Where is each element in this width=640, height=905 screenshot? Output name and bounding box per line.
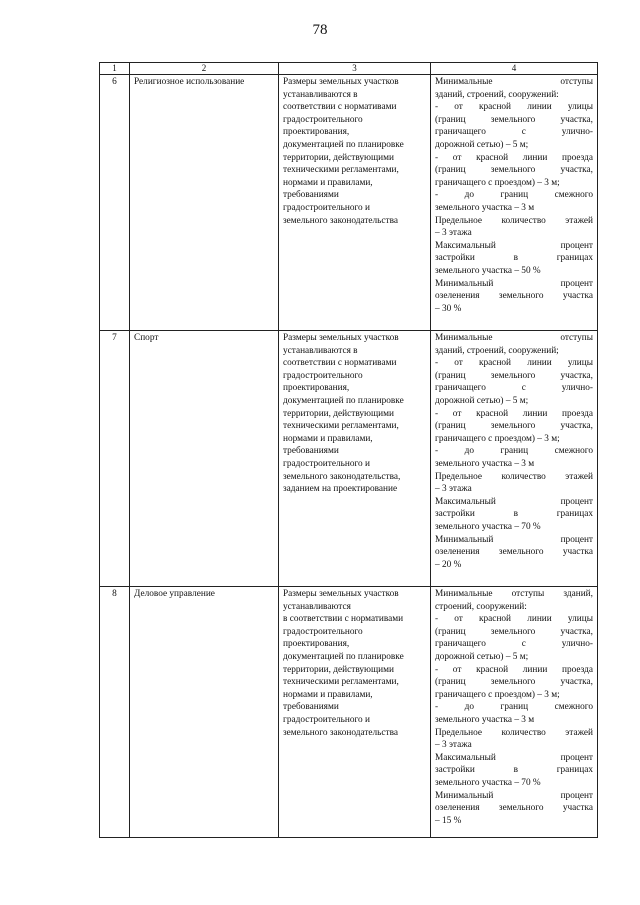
cell-text-line: - до границ смежного: [435, 702, 593, 713]
cell-text-line: земельного законодательства: [283, 727, 398, 738]
cell-text-line: - до границ смежного: [435, 446, 593, 457]
cell-text-line: градостроительного и: [283, 458, 370, 469]
cell-text-line: техническими регламентами,: [283, 677, 399, 688]
cell-text-line: – 3 этажа: [435, 740, 472, 751]
header-col-2: 2: [130, 63, 279, 75]
cell-text-line: соответствии с нормативами: [283, 358, 397, 369]
cell-text-line: Минимальный процент: [435, 790, 593, 801]
cell-text-line: дорожной сетью) – 5 м;: [435, 395, 529, 406]
cell-text-line: устанавливаются в: [283, 89, 358, 100]
cell-text-line: нормами и правилами,: [283, 177, 373, 188]
cell-text-line: территории, действующими: [283, 408, 394, 419]
cell-text-line: документацией по планировке: [283, 395, 404, 406]
cell-text-line: Минимальные отступы зданий,: [435, 589, 593, 599]
cell-text-line: земельного законодательства,: [283, 471, 401, 482]
cell-text-line: граничащего с улично-: [435, 639, 593, 650]
cell-text-line: (границ земельного участка,: [435, 677, 593, 688]
plot-size-requirements: [279, 75, 431, 331]
land-use-name: Религиозное использование: [130, 75, 279, 331]
cell-text-line: заданием на проектирование: [283, 484, 398, 495]
cell-text-line: строений, сооружений:: [435, 601, 527, 612]
cell-text-line: устанавливаются: [283, 601, 351, 612]
header-col-1: 1: [100, 63, 130, 75]
cell-text-line: зданий, строений, сооружений;: [435, 345, 559, 356]
cell-text-line: дорожной сетью) – 5 м;: [435, 139, 529, 150]
cell-text-line: - от красной линии улицы: [435, 102, 593, 113]
cell-text-line: – 15 %: [435, 815, 462, 826]
cell-text-line: Предельное количество этажей: [435, 727, 593, 738]
header-col-4: 4: [431, 63, 598, 75]
cell-text-line: Минимальный процент: [435, 534, 593, 545]
cell-text-line: земельного участка – 3 м: [435, 458, 535, 469]
cell-text-line: озеленения земельного участка: [435, 291, 593, 302]
cell-text-line: требованиями: [283, 446, 339, 457]
cell-text-line: градостроительного и: [283, 202, 370, 213]
building-parameters: [431, 331, 598, 587]
cell-text-line: проектирования,: [283, 383, 350, 394]
table-row: [100, 331, 598, 587]
cell-text-line: Минимальный процент: [435, 278, 593, 289]
cell-text-line: (границ земельного участка,: [435, 370, 593, 381]
cell-text-line: Максимальный процент: [435, 496, 593, 507]
cell-text-line: зданий, строений, сооружений:: [435, 89, 559, 100]
cell-text-line: Размеры земельных участков: [283, 333, 399, 343]
cell-text-line: - от красной линии проезда: [435, 408, 593, 419]
cell-text-line: – 3 этажа: [435, 484, 472, 495]
cell-text-line: - от красной линии улицы: [435, 358, 593, 369]
cell-text-line: территории, действующими: [283, 664, 394, 675]
cell-text-line: требованиями: [283, 702, 339, 713]
cell-text-line: техническими регламентами,: [283, 421, 399, 432]
cell-text-line: градостроительного: [283, 114, 363, 125]
row-number: 7: [100, 331, 130, 587]
land-use-name: Деловое управление: [130, 587, 279, 838]
cell-text-line: Предельное количество этажей: [435, 215, 593, 226]
cell-text-line: застройки в границах: [435, 253, 593, 264]
cell-text-line: - от красной линии проезда: [435, 664, 593, 675]
cell-text-line: - от красной линии проезда: [435, 152, 593, 163]
cell-text-line: градостроительного и: [283, 714, 370, 725]
cell-text-line: застройки в границах: [435, 765, 593, 776]
building-parameters: [431, 587, 598, 838]
cell-text-line: граничащего с улично-: [435, 383, 593, 394]
plot-size-requirements: [279, 587, 431, 838]
cell-text-line: – 3 этажа: [435, 228, 472, 239]
cell-text-line: градостроительного: [283, 370, 363, 381]
cell-text-line: Минимальные отступы: [435, 333, 593, 343]
cell-text-line: Предельное количество этажей: [435, 471, 593, 482]
cell-text-line: нормами и правилами,: [283, 689, 373, 700]
header-col-3: 3: [279, 63, 431, 75]
cell-text-line: (границ земельного участка,: [435, 165, 593, 176]
cell-text-line: - от красной линии улицы: [435, 614, 593, 625]
cell-text-line: - до границ смежного: [435, 190, 593, 201]
cell-text-line: дорожной сетью) – 5 м;: [435, 651, 529, 662]
cell-text-line: Максимальный процент: [435, 752, 593, 763]
cell-text-line: в соответствии с нормативами: [283, 614, 404, 625]
cell-text-line: граничащего с проездом) – 3 м;: [435, 177, 560, 188]
building-parameters: [431, 75, 598, 331]
cell-text-line: (границ земельного участка,: [435, 114, 593, 125]
cell-text-line: застройки в границах: [435, 509, 593, 520]
cell-text-line: озеленения земельного участка: [435, 803, 593, 814]
zoning-table: [99, 62, 598, 838]
cell-text-line: граничащего с проездом) – 3 м;: [435, 433, 560, 444]
cell-text-line: проектирования,: [283, 639, 350, 650]
page-number: 78: [312, 22, 328, 38]
cell-text-line: техническими регламентами,: [283, 165, 399, 176]
cell-text-line: граничащего с проездом) – 3 м;: [435, 689, 560, 700]
table-row: [100, 75, 598, 331]
table-row: [100, 587, 598, 838]
cell-text-line: территории, действующими: [283, 152, 394, 163]
cell-text-line: Размеры земельных участков: [283, 77, 399, 87]
cell-text-line: документацией по планировке: [283, 651, 404, 662]
cell-text-line: проектирования,: [283, 127, 350, 138]
cell-text-line: Минимальные отступы: [435, 77, 593, 87]
cell-text-line: земельного участка – 70 %: [435, 777, 541, 788]
cell-text-line: земельного законодательства: [283, 215, 398, 226]
cell-text-line: земельного участка – 3 м: [435, 202, 535, 213]
cell-text-line: – 20 %: [435, 559, 462, 570]
cell-text-line: земельного участка – 3 м: [435, 714, 535, 725]
cell-text-line: (границ земельного участка,: [435, 626, 593, 637]
cell-text-line: нормами и правилами,: [283, 433, 373, 444]
cell-text-line: земельного участка – 50 %: [435, 265, 541, 276]
cell-text-line: документацией по планировке: [283, 139, 404, 150]
cell-text-line: (границ земельного участка,: [435, 421, 593, 432]
cell-text-line: земельного участка – 70 %: [435, 521, 541, 532]
cell-text-line: соответствии с нормативами: [283, 102, 397, 113]
cell-text-line: Размеры земельных участков: [283, 589, 399, 599]
cell-text-line: Максимальный процент: [435, 240, 593, 251]
cell-text-line: требованиями: [283, 190, 339, 201]
cell-text-line: устанавливаются в: [283, 345, 358, 356]
table-header-row: [100, 63, 598, 75]
row-number: 8: [100, 587, 130, 838]
plot-size-requirements: [279, 331, 431, 587]
land-use-name: Спорт: [130, 331, 279, 587]
cell-text-line: – 30 %: [435, 303, 462, 314]
row-number: 6: [100, 75, 130, 331]
cell-text-line: градостроительного: [283, 626, 363, 637]
cell-text-line: озеленения земельного участка: [435, 547, 593, 558]
cell-text-line: граничащего с улично-: [435, 127, 593, 138]
